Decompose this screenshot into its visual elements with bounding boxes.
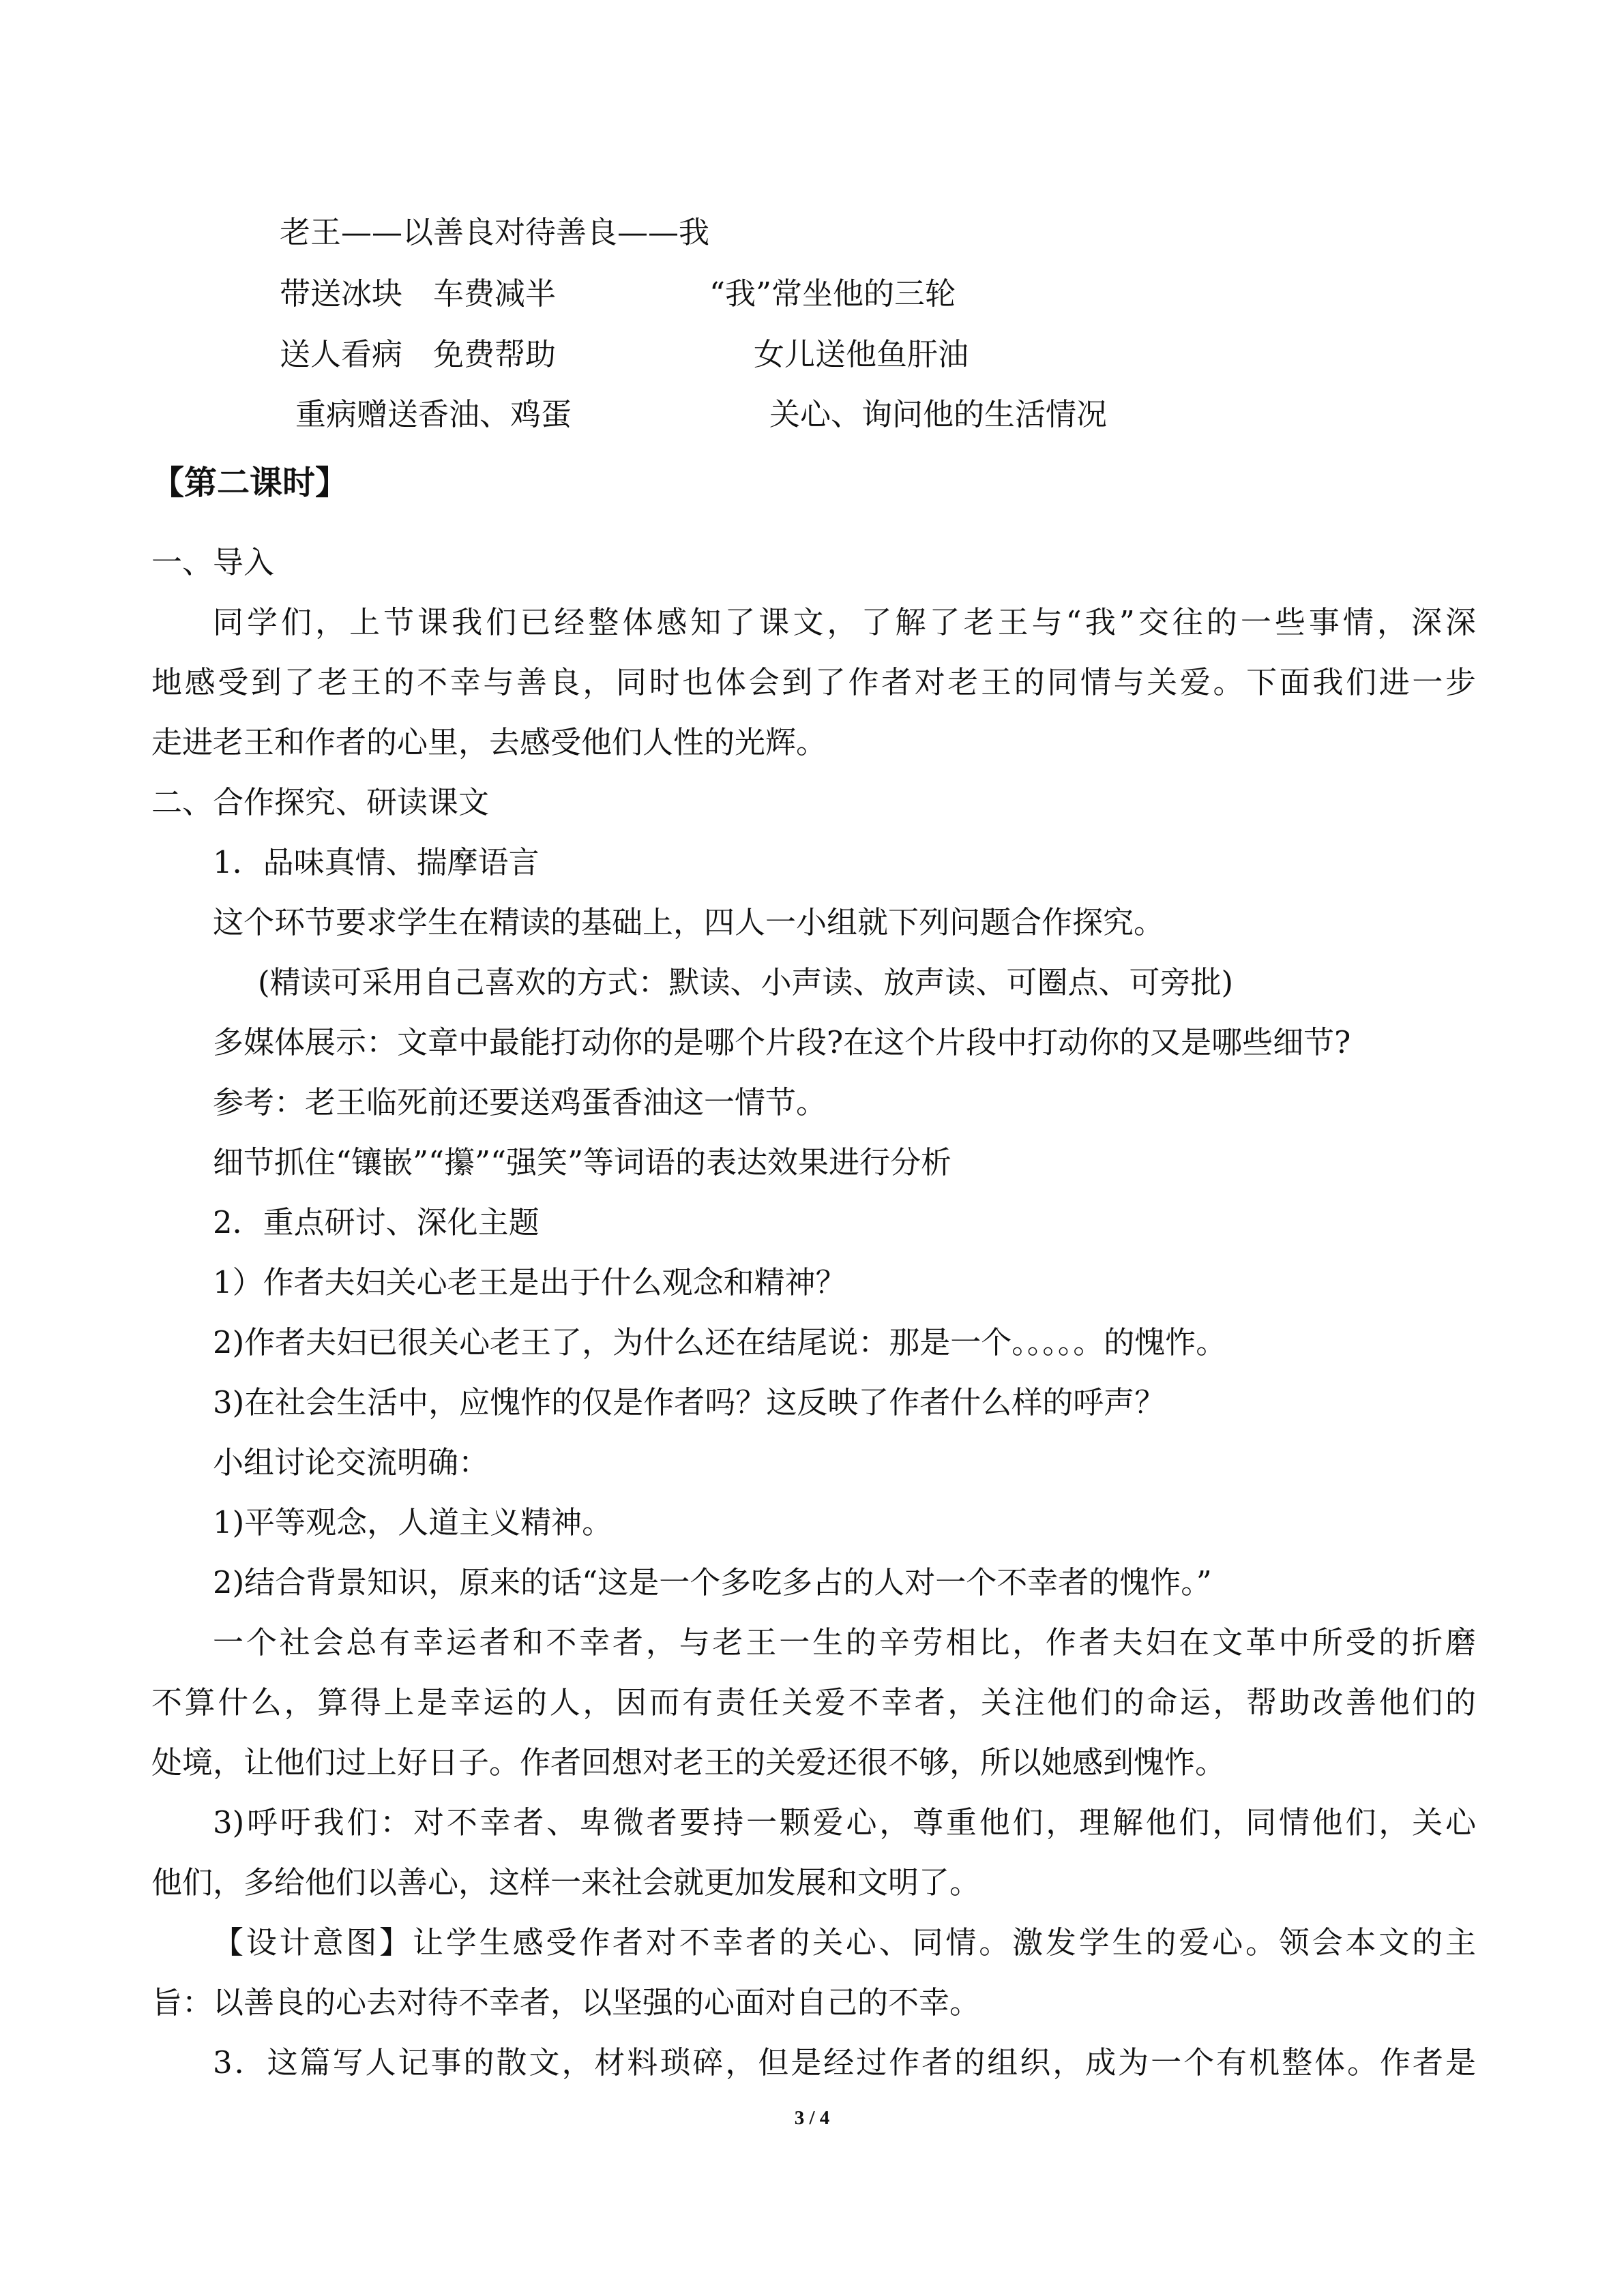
answer-line: 1)平等观念，人道主义精神。: [213, 1504, 613, 1540]
paragraph-line: 细节抓住“镶嵌”“攥”“强笑”等词语的表达效果进行分析: [213, 1144, 952, 1180]
paragraph-line: 走进老王和作者的心里，去感受他们人性的光辉。: [151, 724, 827, 760]
heading-explore: 二、合作探究、研读课文: [151, 784, 490, 820]
paragraph-line: (精读可采用自己喜欢的方式：默读、小声读、放声读、可圈点、可旁批): [258, 964, 1234, 1000]
diagram-row-2-left: 送人看病 免费帮助: [280, 336, 557, 372]
paragraph-line: 多媒体展示：文章中最能打动你的是哪个片段?在这个片段中打动你的又是哪些细节?: [213, 1024, 1351, 1060]
question-line: 1）作者夫妇关心老王是出于什么观念和精神？: [213, 1264, 846, 1300]
design-intent-line: 旨：以善良的心去对待不幸者，以坚强的心面对自己的不幸。: [151, 1984, 981, 2021]
diagram-row-3-left: 重病赠送香油、鸡蛋: [295, 396, 572, 432]
diagram-row-3-right: 关心、询问他的生活情况: [769, 396, 1108, 432]
section-heading: 【第二课时】: [151, 464, 349, 502]
subheading-discuss: 2．重点研讨、深化主题: [213, 1204, 540, 1240]
diagram-row-2-right: 女儿送他鱼肝油: [754, 336, 969, 372]
question-line: 2)作者夫妇已很关心老王了，为什么还在结尾说：那是一个。。。。。的愧怍。: [213, 1324, 1227, 1360]
paragraph-line: 小组讨论交流明确：: [213, 1444, 490, 1480]
diagram-row-1-left: 带送冰块 车费减半: [280, 275, 557, 312]
heading-intro: 一、导入: [151, 544, 275, 580]
answer-line: 2)结合背景知识，原来的话“这是一个多吃多占的人对一个不幸者的愧怍。”: [213, 1564, 1212, 1600]
paragraph-line: 一个社会总有幸运者和不幸者，与老王一生的辛劳相比，作者夫妇在文革中所受的折磨: [213, 1624, 1476, 1660]
paragraph-line: 不算什么，算得上是幸运的人，因而有责任关爱不幸者，关注他们的命运，帮助改善他们的: [151, 1684, 1476, 1720]
page-number: 3 / 4: [794, 2107, 830, 2129]
paragraph-line: 参考：老王临死前还要送鸡蛋香油这一情节。: [213, 1084, 827, 1120]
diagram-row-1-right: “我”常坐他的三轮: [709, 275, 956, 312]
design-intent-line: 【设计意图】让学生感受作者对不幸者的关心、同情。激发学生的爱心。领会本文的主: [213, 1924, 1476, 1960]
question-line: 3)在社会生活中，应愧怍的仅是作者吗？这反映了作者什么样的呼声？: [213, 1384, 1166, 1420]
paragraph-line: 处境，让他们过上好日子。作者回想对老王的关爱还很不够，所以她感到愧怍。: [151, 1744, 1226, 1780]
paragraph-line: 3．这篇写人记事的散文，材料琐碎，但是经过作者的组织，成为一个有机整体。作者是: [213, 2044, 1476, 2081]
diagram-title: 老王——以善良对待善良——我: [280, 214, 710, 250]
paragraph-line: 地感受到了老王的不幸与善良，同时也体会到了作者对老王的同情与关爱。下面我们进一步: [151, 664, 1476, 700]
paragraph-line: 他们，多给他们以善心，这样一来社会就更加发展和文明了。: [151, 1864, 981, 1900]
paragraph-line: 同学们，上节课我们已经整体感知了课文，了解了老王与“我”交往的一些事情，深深: [213, 604, 1476, 640]
paragraph-line: 这个环节要求学生在精读的基础上，四人一小组就下列问题合作探究。: [213, 904, 1165, 940]
subheading-taste: 1．品味真情、揣摩语言: [213, 844, 540, 880]
answer-line: 3)呼吁我们：对不幸者、卑微者要持一颗爱心，尊重他们，理解他们，同情他们，关心: [213, 1804, 1476, 1840]
